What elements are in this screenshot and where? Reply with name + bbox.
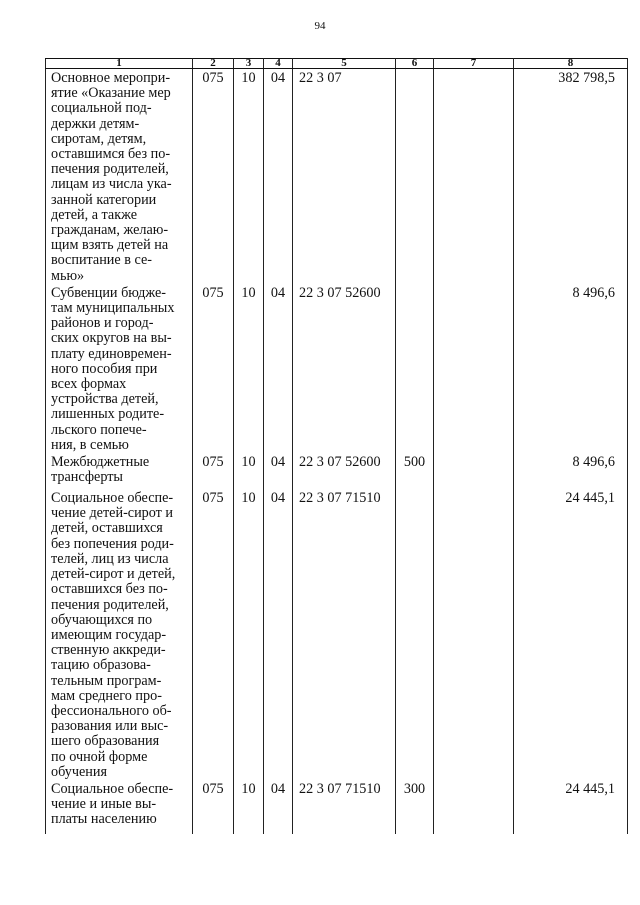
table-header-row: [46, 59, 628, 69]
ministry-code: 075: [193, 69, 234, 284]
page-number: 94: [314, 20, 326, 32]
table-row: [46, 780, 628, 834]
amount: 382 798,5: [514, 69, 628, 284]
description-line: тацию образова-: [51, 657, 151, 674]
description-line: льского попече-: [51, 421, 147, 438]
target-article-code: 22 3 07 71510: [293, 780, 396, 834]
description-line: оставшимся без по-: [51, 146, 171, 163]
column-header: 7: [434, 59, 514, 69]
subsection-code: 04: [264, 69, 293, 284]
column-7-cell: [434, 489, 514, 780]
description-line: разования или выс-: [51, 718, 169, 735]
description-line: социальной под-: [51, 100, 152, 117]
description-line: гражданам, желаю-: [51, 222, 169, 239]
column-header: 5: [293, 59, 396, 69]
table-row: [46, 284, 628, 453]
target-article-code: 22 3 07 71510: [293, 489, 396, 780]
description-line: платы населению: [51, 811, 157, 828]
description-line: печения родителей,: [51, 161, 169, 178]
expense-type-code: [396, 489, 434, 780]
description-line: шего образования: [51, 733, 160, 750]
amount: 24 445,1: [514, 780, 628, 834]
description-line: мам среднего про-: [51, 687, 162, 704]
column-7-cell: [434, 453, 514, 489]
description-line: щим взять детей на: [51, 237, 169, 254]
amount: 8 496,6: [514, 284, 628, 453]
description-line: обучающихся по: [51, 611, 153, 628]
column-7-cell: [434, 69, 514, 284]
description-line: тельным програм-: [51, 672, 162, 689]
column-header: 6: [396, 59, 434, 69]
amount: 8 496,6: [514, 453, 628, 489]
description-line: Межбюджетные: [51, 454, 150, 471]
description-line: держки детям-: [51, 115, 140, 132]
expense-type-code: 300: [396, 780, 434, 834]
description-line: фессионального об-: [51, 702, 172, 719]
description-line: районов и город-: [51, 315, 154, 332]
ministry-code: 075: [193, 284, 234, 453]
description-line: имеющим государ-: [51, 626, 167, 643]
amount: 24 445,1: [514, 489, 628, 780]
description-line: воспитание в се-: [51, 252, 152, 269]
row-description: [46, 284, 193, 453]
row-description: [46, 489, 193, 780]
description-line: трансферты: [51, 469, 123, 486]
subsection-code: 04: [264, 284, 293, 453]
description-line: ния, в семью: [51, 436, 129, 453]
description-line: ятие «Оказание мер: [51, 85, 171, 102]
description-line: мью»: [51, 267, 85, 284]
description-line: всех формах: [51, 376, 127, 393]
description-line: Социальное обеспе-: [51, 490, 174, 507]
table-row: [46, 453, 628, 489]
description-line: детей, а также: [51, 206, 138, 223]
description-line: детей, оставшихся: [51, 520, 163, 537]
description-line: ственную аккреди-: [51, 642, 166, 659]
target-article-code: 22 3 07: [293, 69, 396, 284]
description-line: плату единовремен-: [51, 345, 172, 362]
subsection-code: 04: [264, 453, 293, 489]
column-header: 2: [193, 59, 234, 69]
row-description: [46, 69, 193, 284]
description-line: чение и иные вы-: [51, 796, 157, 813]
column-header: 8: [514, 59, 628, 69]
description-line: оставшихся без по-: [51, 581, 168, 598]
section-code: 10: [234, 69, 264, 284]
description-line: сиротам, детям,: [51, 130, 147, 147]
column-7-cell: [434, 780, 514, 834]
target-article-code: 22 3 07 52600: [293, 284, 396, 453]
column-header: 4: [264, 59, 293, 69]
row-description: [46, 780, 193, 834]
description-line: чение детей-сирот и: [51, 505, 174, 522]
description-line: лицам из числа ука-: [51, 176, 172, 193]
table-row: [46, 69, 628, 284]
column-header: 3: [234, 59, 264, 69]
subsection-code: 04: [264, 780, 293, 834]
ministry-code: 075: [193, 453, 234, 489]
column-7-cell: [434, 284, 514, 453]
description-line: там муниципальных: [51, 300, 175, 317]
description-line: Субвенции бюдже-: [51, 284, 167, 301]
description-line: занной категории: [51, 191, 157, 208]
description-line: Основное меропри-: [51, 70, 171, 86]
description-line: по очной форме: [51, 748, 148, 765]
section-code: 10: [234, 489, 264, 780]
expense-type-code: [396, 69, 434, 284]
target-article-code: 22 3 07 52600: [293, 453, 396, 489]
subsection-code: 04: [264, 489, 293, 780]
description-line: ного пособия при: [51, 360, 158, 377]
description-line: Социальное обеспе-: [51, 780, 174, 797]
table-row: [46, 489, 628, 780]
section-code: 10: [234, 284, 264, 453]
ministry-code: 075: [193, 489, 234, 780]
column-header: 1: [46, 59, 193, 69]
row-description: [46, 453, 193, 489]
description-line: телей, лиц из числа: [51, 550, 169, 567]
description-line: устройства детей,: [51, 391, 159, 408]
expense-type-code: 500: [396, 453, 434, 489]
budget-table: [45, 58, 628, 834]
description-line: обучения: [51, 763, 108, 780]
ministry-code: 075: [193, 780, 234, 834]
description-line: ских округов на вы-: [51, 330, 172, 347]
section-code: 10: [234, 780, 264, 834]
description-line: без попечения роди-: [51, 535, 174, 552]
description-line: детей-сирот и детей,: [51, 566, 176, 583]
expense-type-code: [396, 284, 434, 453]
description-line: лишенных родите-: [51, 406, 165, 423]
description-line: печения родителей,: [51, 596, 169, 613]
section-code: 10: [234, 453, 264, 489]
